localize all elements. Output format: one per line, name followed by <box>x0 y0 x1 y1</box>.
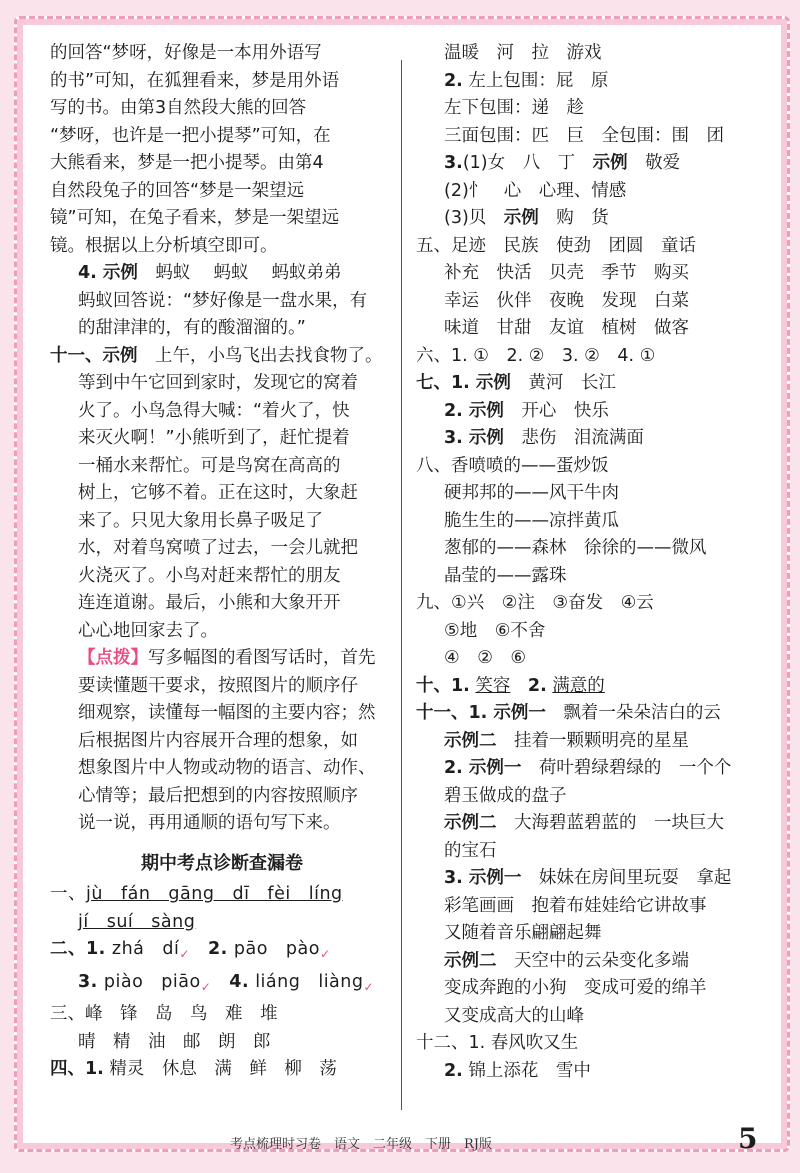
s11-answer: 飘着一朵朵洁白的云 <box>563 703 721 723</box>
s5-line: 味道 甘甜 友谊 植树 做客 <box>444 318 689 338</box>
q4-line: 蚂蚁回答说：“梦好像是一盘水果，有 <box>78 290 368 311</box>
s11-line <box>416 755 768 783</box>
q4-answer: 蚂蚁 蚂蚁 蚂蚁弟弟 <box>155 263 342 283</box>
s2-q2-label: 2. <box>207 939 228 959</box>
s4-line <box>50 1056 394 1084</box>
q11-line: 等到中午它回到家时，发现它的窝着 <box>78 373 358 393</box>
text-line: 的书”可知，在狐狸看来，梦是用外语 <box>50 70 340 91</box>
s7-answer: 黄河 长江 <box>528 373 616 393</box>
s2-q3-label: 3. <box>78 971 98 992</box>
s7-line <box>416 398 768 426</box>
s5-line: 五、足迹 民族 使劲 团圆 童话 <box>416 235 696 256</box>
exam-title: 期中考点诊断查漏卷 <box>141 852 303 874</box>
check-mark-icon: ✓ <box>179 947 190 961</box>
check-mark-icon: ✓ <box>200 979 212 994</box>
right-column <box>416 40 768 1085</box>
s4-answer: 精灵 休息 满 鲜 柳 荡 <box>109 1059 337 1079</box>
s1-pinyin: jù fán gāng dī fèi líng <box>86 884 343 904</box>
r2-answer: 左上包围：屁 原 <box>468 70 609 91</box>
s11-line <box>416 728 768 756</box>
s11-label: 示例二 <box>444 813 497 833</box>
s10-b-label: 2. <box>527 675 547 696</box>
q4-line <box>50 260 394 288</box>
s9-line: 九、①兴 ②注 ③奋发 ④云 <box>416 593 654 613</box>
s11-line: 彩笔画画 抱着布娃娃给它讲故事 <box>444 895 707 916</box>
q11-answer: 上午，小鸟飞出去找食物了。 <box>155 345 383 366</box>
s10-label: 十、1. <box>416 675 470 696</box>
tip-line: 想象图片中人物或动物的语言、动作、 <box>78 758 376 778</box>
page-number: 5 <box>738 1122 758 1155</box>
q11-line: 一桶水来帮忙。可是鸟窝在高高的 <box>78 455 341 476</box>
text-line: 写的书。由第3自然段大熊的回答 <box>50 98 307 118</box>
check-mark-icon: ✓ <box>319 947 331 961</box>
example-label: 示例 <box>503 208 539 228</box>
text-line: 自然段兔子的回答“梦是一架望远 <box>50 180 305 201</box>
s11-label: 2. 示例一 <box>444 758 522 778</box>
s11-line <box>416 810 768 838</box>
s11-answer: 挂着一颗颗明亮的星星 <box>514 730 689 751</box>
s11-label: 3. 示例一 <box>444 868 522 888</box>
s2-q2: pāo pào <box>233 939 320 959</box>
r5-tail: 敬爱 <box>645 153 681 173</box>
s10-answer-a: 笑容 <box>475 675 511 696</box>
s11-line: 又变成高大的山峰 <box>444 1005 584 1026</box>
r-line: (2)忄 心 心理、情感 <box>444 180 627 201</box>
r-line <box>416 150 768 178</box>
tip-line: 后根据图片内容展开合理的想象，如 <box>78 730 358 751</box>
tip-line <box>50 645 394 673</box>
s4-label: 四、1. <box>50 1059 104 1079</box>
footer-caption: 考点梳理时习卷 语文 二年级 下册 RJ版 <box>230 1137 492 1152</box>
s9-line: ⑤地 ⑥不舍 <box>444 620 546 641</box>
s6-line: 六、1. ① 2. ② 3. ② 4. ① <box>416 345 656 366</box>
q11-line: 连连道谢。最后，小熊和大象开开 <box>78 593 341 613</box>
r-line: 三面包围：匹 巨 全包围：围 团 <box>444 125 724 146</box>
s2-q1: zhá dí <box>111 939 180 959</box>
r7-head: (3)贝 <box>444 208 487 228</box>
q11-line: 火了。小鸟急得大喊：“着火了，快 <box>78 400 350 421</box>
s2-line <box>50 969 394 1002</box>
s12-label: 2. <box>444 1060 463 1081</box>
r5-label: 3. <box>444 153 463 173</box>
s11-line: 又随着音乐翩翩起舞 <box>444 923 602 943</box>
text-line: 大熊看来，梦是一把小提琴。由第4 <box>50 153 324 173</box>
s5-line: 补充 快活 贝壳 季节 购买 <box>444 263 689 283</box>
q11-line: 水，对着鸟窝喷了过去，一会儿就把 <box>78 538 358 558</box>
s12-answer: 锦上添花 雪中 <box>468 1060 591 1081</box>
s8-line: 晶莹的——露珠 <box>444 565 567 586</box>
s7-label: 七、1. 示例 <box>416 373 511 393</box>
s1-line <box>50 909 394 937</box>
r7-tail: 购 货 <box>556 208 609 228</box>
s7-answer: 悲伤 泪流满面 <box>521 428 644 448</box>
q11-line: 火浇灭了。小鸟对赶来帮忙的朋友 <box>78 565 341 586</box>
s1-pinyin: jí suí sàng <box>78 911 196 932</box>
r-line: 温暖 河 拉 游戏 <box>444 43 602 63</box>
s10-answer-b: 满意的 <box>552 675 605 696</box>
s7-answer: 开心 快乐 <box>521 400 609 421</box>
s11-answer: 天空中的云朵变化多端 <box>514 950 689 971</box>
s11-line <box>416 948 768 976</box>
example-label: 示例 <box>592 153 628 173</box>
check-mark-icon: ✓ <box>363 979 375 994</box>
r5-answer: (1)女 八 丁 <box>462 153 576 173</box>
q11-line: 心心地回家去了。 <box>78 620 218 641</box>
r-line <box>416 205 768 233</box>
s11-answer: 荷叶碧绿碧绿的 一个个 <box>538 758 732 778</box>
s7-line <box>416 425 768 453</box>
text-line: “梦呀，也许是一把小提琴”可知，在 <box>50 125 331 146</box>
q11-line: 来灭火啊！”小熊听到了，赶忙提着 <box>78 428 350 448</box>
column-divider <box>401 60 402 1110</box>
s8-line: 硬邦邦的——风干牛肉 <box>444 483 619 503</box>
s11-label: 十一、1. 示例一 <box>416 703 546 723</box>
s2-q4-label: 4. <box>229 971 250 992</box>
tip-line: 细观察，读懂每一幅图的主要内容；然 <box>78 703 376 723</box>
s1-label: 一、 <box>50 884 86 904</box>
s8-line: 八、香喷喷的——蛋炒饭 <box>416 455 609 476</box>
s11-label: 示例二 <box>444 730 497 751</box>
q11-label: 十一、示例 <box>50 345 138 366</box>
s1-line <box>50 881 394 909</box>
q11-line: 树上，它够不着。正在这时，大象赶 <box>78 483 358 503</box>
q4-label: 4. 示例 <box>78 263 138 283</box>
s5-line: 幸运 伙伴 夜晚 发现 白菜 <box>444 290 689 311</box>
q11-line: 来了。只见大象用长鼻子吸足了 <box>78 510 323 531</box>
q4-line: 的甜津津的，有的酸溜溜的。” <box>78 318 306 338</box>
s2-label: 二、1. <box>50 939 106 959</box>
s2-q3: piào piāo <box>103 971 201 992</box>
s11-line <box>416 700 768 728</box>
s11-label: 示例二 <box>444 950 497 971</box>
tip-label: 【点拨】 <box>78 648 148 668</box>
text-line: 镜。根据以上分析填空即可。 <box>50 235 278 256</box>
tip-line: 要读懂题干要求，按照图片的顺序仔 <box>78 675 358 696</box>
s2-q4: liáng liàng <box>255 971 364 992</box>
s11-line: 的宝石 <box>444 840 497 861</box>
s7-label: 3. 示例 <box>444 428 504 448</box>
r-line <box>416 68 768 96</box>
r-line: 左下包围：递 趁 <box>444 98 584 118</box>
s10-line <box>416 673 768 701</box>
s11-line <box>416 865 768 893</box>
s8-line: 脆生生的——凉拌黄瓜 <box>444 510 619 531</box>
s3-line: 三、峰 锋 岛 鸟 难 堆 <box>50 1004 278 1024</box>
tip-text: 写多幅图的看图写话时，首先 <box>148 648 376 668</box>
r2-label: 2. <box>444 70 463 91</box>
text-line: 的回答“梦呀，好像是一本用外语写 <box>50 43 322 63</box>
left-column <box>50 40 394 1084</box>
s2-line <box>50 936 394 969</box>
tip-line: 心情等；最后把想到的内容按照顺序 <box>78 785 358 806</box>
s11-answer: 妹妹在房间里玩耍 拿起 <box>538 868 732 888</box>
s12-line: 十二、1. 春风吹又生 <box>416 1033 579 1053</box>
s7-label: 2. 示例 <box>444 400 504 421</box>
s3-line: 晴 精 油 邮 朗 郎 <box>78 1031 271 1052</box>
text-line: 镜”可知，在兔子看来，梦是一架望远 <box>50 208 340 228</box>
s7-line <box>416 370 768 398</box>
s8-line: 葱郁的——森林 徐徐的——微风 <box>444 538 707 558</box>
tip-line: 说一说，再用通顺的语句写下来。 <box>78 813 341 833</box>
s12-line <box>416 1058 768 1086</box>
s11-line: 变成奔跑的小狗 变成可爱的绵羊 <box>444 978 707 998</box>
s11-answer: 大海碧蓝碧蓝的 一块巨大 <box>514 813 724 833</box>
s9-line: ④ ② ⑥ <box>444 648 527 668</box>
s11-line: 碧玉做成的盘子 <box>444 785 567 806</box>
q11-line <box>50 343 394 371</box>
